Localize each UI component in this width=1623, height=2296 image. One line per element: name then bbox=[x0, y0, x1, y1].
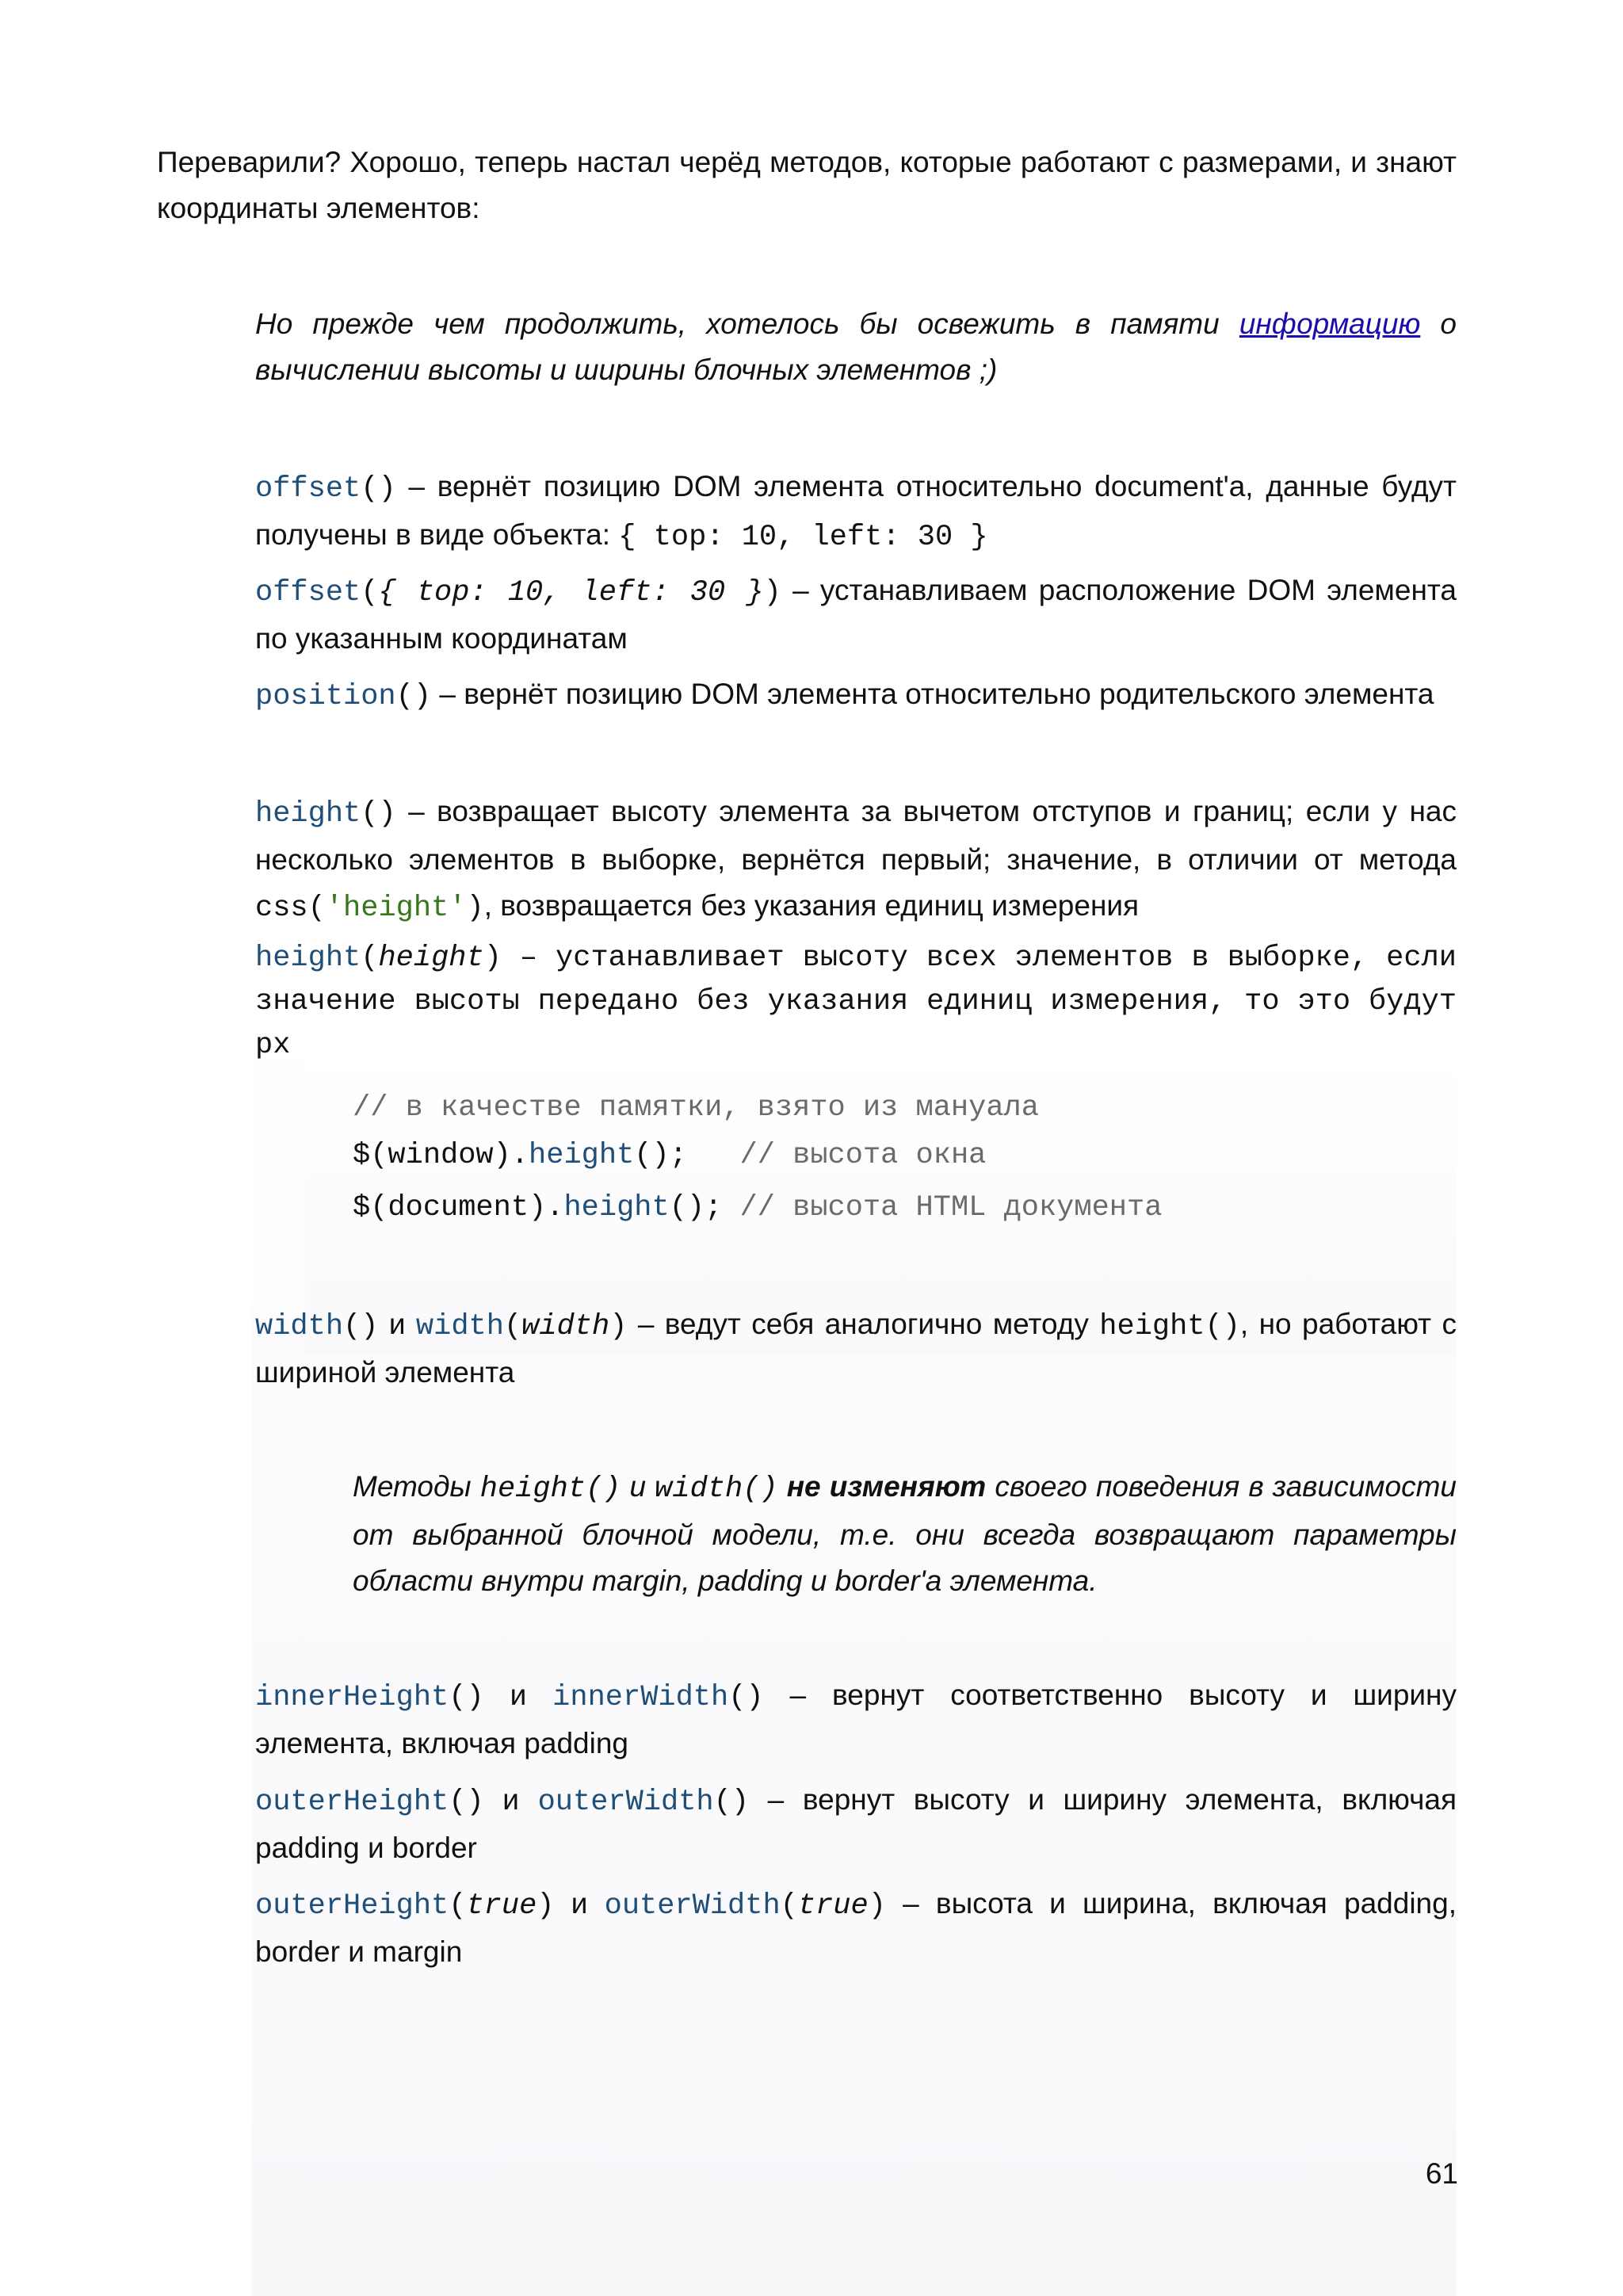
page-number: 61 bbox=[1425, 2157, 1458, 2190]
width-paragraph bbox=[255, 1301, 1457, 1396]
code-line-document bbox=[353, 1184, 1162, 1232]
parens: () bbox=[395, 680, 432, 713]
parens: () bbox=[361, 472, 396, 506]
height-get-desc1: – возвращает высоту элемента за вычетом отступов и границ; если у нас несколько элементов в выборке, вернётся первый; значение, в отличии от метода bbox=[255, 795, 1457, 876]
inner-paragraph bbox=[255, 1672, 1457, 1767]
code-comment-text: // в качестве памятки, взято из мануала bbox=[353, 1091, 1039, 1125]
offset-get-desc: – вернёт позицию DOM элемента относительно document'а, данные будут получены в виде объекта: bbox=[255, 470, 1457, 551]
parens: () bbox=[713, 1786, 750, 1819]
info-link[interactable]: информацию bbox=[1239, 308, 1421, 340]
parens: () bbox=[449, 1786, 484, 1819]
method-position: position bbox=[255, 680, 396, 713]
method-width: width bbox=[255, 1310, 344, 1343]
paren-open: ( bbox=[361, 942, 379, 975]
paren-close: ) bbox=[537, 1889, 555, 1923]
width-arg: width bbox=[521, 1310, 610, 1343]
width-desc2: , но работают с шириной элемента bbox=[255, 1308, 1457, 1389]
code-comment bbox=[353, 1084, 1039, 1132]
code-document-method: height bbox=[563, 1191, 670, 1224]
parens: () bbox=[728, 1681, 764, 1714]
code-window-comment: // высота окна bbox=[739, 1139, 987, 1172]
code-window-method: height bbox=[529, 1139, 635, 1172]
intro-text: Переварили? Хорошо, теперь настал черёд методов, которые работают с размерами, и знают координаты элементов: bbox=[157, 146, 1457, 224]
position-paragraph bbox=[255, 671, 1457, 720]
and-text: и bbox=[554, 1887, 605, 1920]
outer-paragraph bbox=[255, 1777, 1457, 1871]
note2-t3: своего поведения в зависимости от выбранной блочной модели, т.е. они всегда возвращают параметры области внутри margin, padding и border'а элемента. bbox=[353, 1470, 1457, 1597]
height-set-paragraph bbox=[255, 935, 1457, 1066]
method-height: height bbox=[255, 797, 361, 831]
note1-after: о вычислении высоты и ширины блочных элементов ;) bbox=[255, 308, 1457, 386]
method-outerHeight: outerHeight bbox=[255, 1889, 449, 1923]
css-close: ) bbox=[466, 892, 484, 925]
paren-close: ) bbox=[483, 942, 502, 975]
paren-close: ) bbox=[609, 1310, 628, 1343]
note2-t1: Методы bbox=[353, 1470, 480, 1503]
paren-open: ( bbox=[449, 1889, 467, 1923]
offset-arg: { top: 10, left: 30 } bbox=[378, 576, 764, 609]
code-document-prefix: $(document). bbox=[353, 1191, 564, 1224]
paren-open: ( bbox=[780, 1889, 798, 1923]
arg-true: true bbox=[466, 1889, 537, 1923]
note1-before: Но прежде чем продолжить, хотелось бы освежить в памяти bbox=[255, 308, 1239, 340]
paren-open: ( bbox=[361, 576, 379, 609]
method-offset: offset bbox=[255, 472, 361, 506]
paren-close: ) bbox=[868, 1889, 886, 1923]
code-line-window bbox=[353, 1132, 986, 1179]
position-desc: – вернёт позицию DOM элемента относительно родительского элемента bbox=[431, 678, 1434, 710]
code-document-suffix: (); bbox=[669, 1191, 740, 1224]
method-height: height bbox=[255, 942, 361, 975]
height-get-desc2: , возвращается без указания единиц измерения bbox=[483, 889, 1140, 922]
paren-open: ( bbox=[503, 1310, 522, 1343]
offset-get-paragraph bbox=[255, 464, 1457, 560]
inner-desc: – вернут соответственно высоту и ширину элемента, включая padding bbox=[255, 1679, 1457, 1759]
css-fn: css( bbox=[255, 892, 326, 925]
method-outerWidth: outerWidth bbox=[537, 1786, 714, 1819]
note2-height: height() bbox=[479, 1473, 621, 1506]
code-window-suffix: (); bbox=[634, 1139, 740, 1172]
height-set-desc: – устанавливает высоту всех элементов в выборке, если значение высоты передано без указания единиц измерения, то это будут px bbox=[255, 942, 1457, 1062]
method-outerWidth: outerWidth bbox=[604, 1889, 781, 1923]
and-text: и bbox=[483, 1679, 553, 1711]
css-arg: 'height' bbox=[325, 892, 467, 925]
method-innerWidth: innerWidth bbox=[552, 1681, 729, 1714]
outer-desc: – вернут высоту и ширину элемента, включая padding и border bbox=[255, 1783, 1457, 1864]
intro-paragraph bbox=[157, 139, 1457, 231]
note-refresh-memory bbox=[255, 301, 1457, 393]
code-document-comment: // высота HTML документа bbox=[739, 1191, 1163, 1224]
offset-example: { top: 10, left: 30 } bbox=[618, 521, 988, 554]
method-offset: offset bbox=[255, 576, 361, 609]
note-box-model bbox=[353, 1464, 1457, 1604]
method-width-setter: width bbox=[415, 1310, 504, 1343]
and-text: и bbox=[483, 1783, 538, 1816]
arg-true: true bbox=[797, 1889, 869, 1923]
parens: () bbox=[361, 797, 396, 831]
width-desc1: – ведут себя аналогично методу bbox=[627, 1308, 1100, 1340]
width-ref: height() bbox=[1099, 1310, 1240, 1343]
outer-true-paragraph bbox=[255, 1881, 1457, 1975]
parens: () bbox=[449, 1681, 484, 1714]
outer-true-desc: – высота и ширина, включая padding, border и margin bbox=[255, 1887, 1457, 1968]
note2-width: width() bbox=[655, 1473, 778, 1506]
parens: () bbox=[343, 1310, 379, 1343]
offset-set-desc: – устанавливаем расположение DOM элемента по указанным координатам bbox=[255, 574, 1457, 655]
height-get-paragraph bbox=[255, 789, 1457, 931]
paren-close: ) bbox=[763, 576, 781, 609]
and-text: и bbox=[378, 1308, 416, 1340]
offset-set-paragraph bbox=[255, 567, 1457, 662]
code-window-prefix: $(window). bbox=[353, 1139, 529, 1172]
height-arg: height bbox=[378, 942, 484, 975]
note2-t2: и bbox=[621, 1470, 655, 1503]
method-innerHeight: innerHeight bbox=[255, 1681, 449, 1714]
note2-bold: не изменяют bbox=[777, 1470, 987, 1503]
method-outerHeight: outerHeight bbox=[255, 1786, 449, 1819]
